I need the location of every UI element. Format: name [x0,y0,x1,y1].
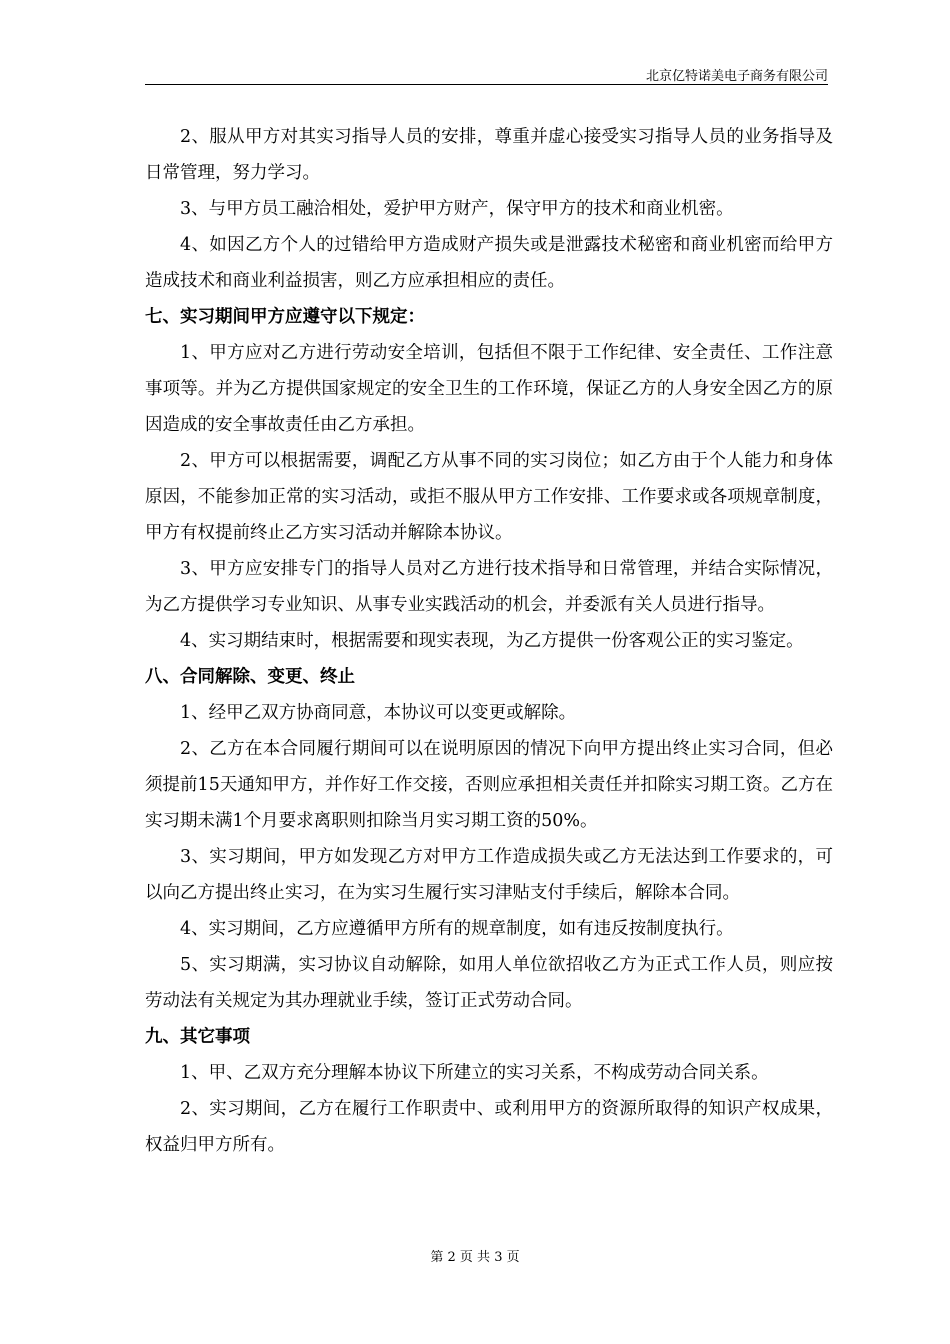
section6-item4: 4、如因乙方个人的过错给甲方造成财产损失或是泄露技术秘密和商业机密而给甲方造成技术和商业利益损害，则乙方应承担相应的责任。 [145,235,833,291]
section7-heading: 七、实习期间甲方应遵守以下规定： [145,307,425,327]
section8-item5: 5、实习期满，实习协议自动解除，如用人单位欲招收乙方为正式工作人员，则应按劳动法有关规定为其办理就业手续，签订正式劳动合同。 [145,955,833,1011]
section8-item1: 1、经甲乙双方协商同意，本协议可以变更或解除。 [180,703,577,723]
section7-item2: 2、甲方可以根据需要，调配乙方从事不同的实习岗位；如乙方由于个人能力和身体原因，不能参加正常的实习活动，或拒不服从甲方工作安排、工作要求或各项规章制度，甲方有权提前终止乙方实习活动并解除本协议。 [145,451,833,543]
section9-item1: 1、甲、乙双方充分理解本协议下所建立的实习关系，不构成劳动合同关系。 [180,1063,769,1083]
section8-item2: 2、乙方在本合同履行期间可以在说明原因的情况下向甲方提出终止实习合同，但必须提前15天通知甲方，并作好工作交接，否则应承担相关责任并扣除实习期工资。乙方在实习期未满1个月要求离职则扣除当月实习期工资的50%。 [145,739,833,831]
document-body [145,119,833,1163]
section8-item4: 4、实习期间，乙方应遵循甲方所有的规章制度，如有违反按制度执行。 [180,919,734,939]
section6-item3: 3、与甲方员工融洽相处，爱护甲方财产，保守甲方的技术和商业机密。 [180,199,734,219]
section8-heading: 八、合同解除、变更、终止 [145,667,355,687]
section6-item2: 2、服从甲方对其实习指导人员的安排，尊重并虚心接受实习指导人员的业务指导及日常管理，努力学习。 [145,127,833,183]
page-footer [0,1246,950,1265]
section9-heading: 九、其它事项 [145,1027,250,1047]
section7-item1: 1、甲方应对乙方进行劳动安全培训，包括但不限于工作纪律、安全责任、工作注意事项等。并为乙方提供国家规定的安全卫生的工作环境，保证乙方的人身安全因乙方的原因造成的安全事故责任由乙方承担。 [145,343,833,435]
header-company-name: 北京亿特诺美电子商务有限公司 [645,69,828,84]
section7-item4: 4、实习期结束时，根据需要和现实表现，为乙方提供一份客观公正的实习鉴定。 [180,631,804,651]
section9-item2: 2、实习期间，乙方在履行工作职责中、或利用甲方的资源所取得的知识产权成果，权益归甲方所有。 [145,1099,833,1155]
section7-item3: 3、甲方应安排专门的指导人员对乙方进行技术指导和日常管理，并结合实际情况，为乙方提供学习专业知识、从事专业实践活动的机会，并委派有关人员进行指导。 [145,559,833,615]
section8-item3: 3、实习期间，甲方如发现乙方对甲方工作造成损失或乙方无法达到工作要求的，可以向乙方提出终止实习，在为实习生履行实习津贴支付手续后，解除本合同。 [145,847,833,903]
page-number: 第 2 页 共 3 页 [430,1250,520,1265]
page-header [145,62,828,85]
